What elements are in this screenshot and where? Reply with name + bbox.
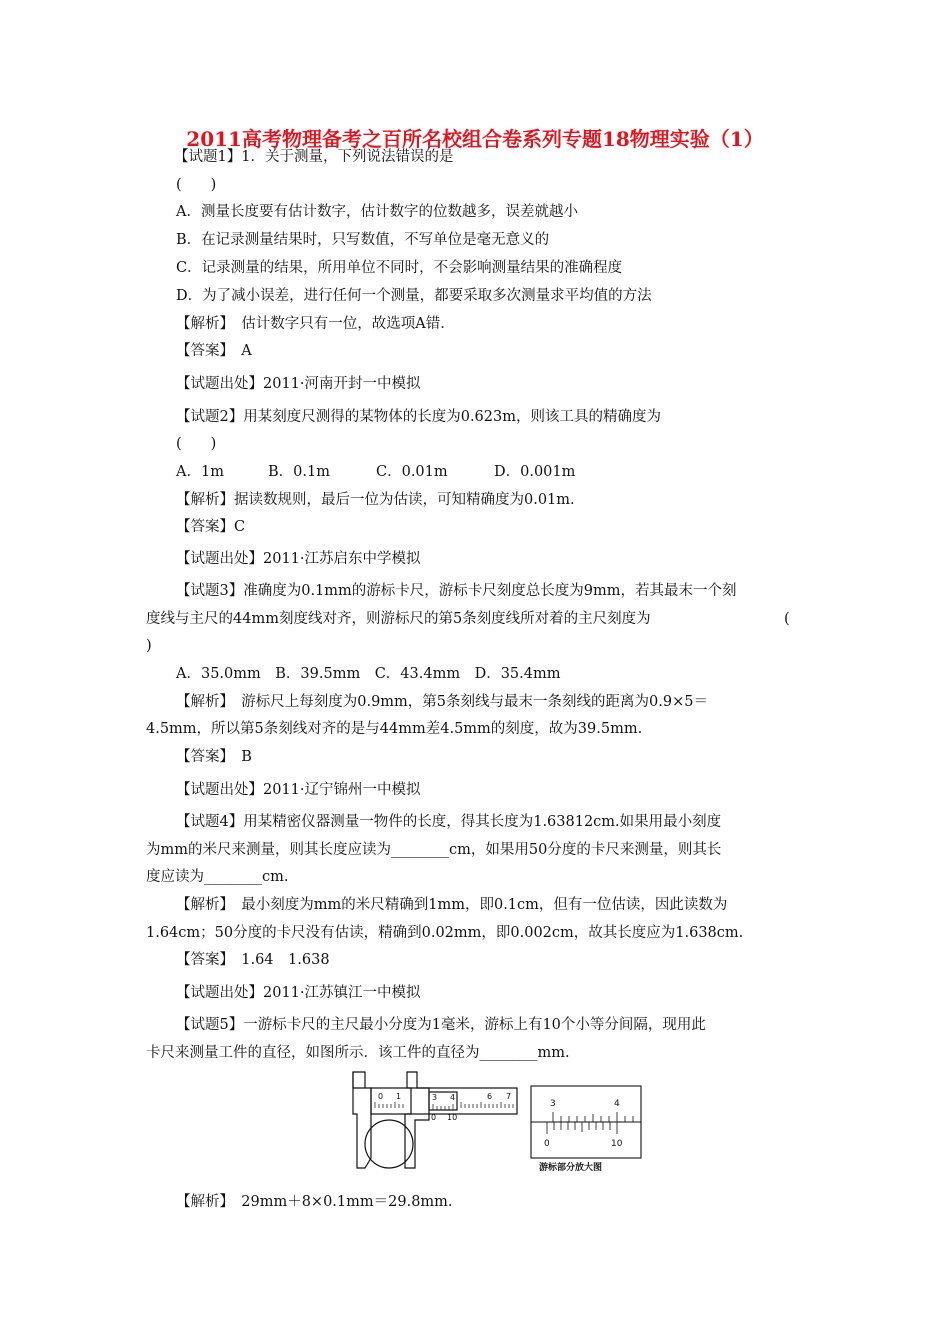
q3-analysis-1: 【解析】 游标尺上每刻度为0.9mm，第5条刻线与最末一条刻线的距离为0.9×5＝ — [176, 694, 708, 710]
zoom-vernier-label-10: 10 — [611, 1139, 623, 1149]
q2-option-c: C．0.01m — [376, 464, 448, 480]
q3-source: 【试题出处】2011·辽宁锦州一中模拟 — [176, 782, 421, 798]
q2-answer: 【答案】C — [176, 519, 246, 535]
vernier-label-10: 10 — [447, 1113, 458, 1122]
caliper-diagram — [335, 1068, 645, 1178]
main-label-1: 1 — [396, 1092, 402, 1101]
zoom-caption: 游标部分放大图 — [539, 1163, 603, 1173]
q4-line-3: 度应读为________cm. — [146, 869, 289, 885]
q3-options: A．35.0mm B．39.5mm C．43.4mm D．35.4mm — [176, 666, 561, 682]
q1-analysis: 【解析】 估计数字只有一位，故选项A错． — [176, 316, 455, 332]
q5-analysis: 【解析】 29mm＋8×0.1mm＝29.8mm. — [176, 1194, 453, 1210]
q1-option-c: C．记录测量的结果，所用单位不同时，不会影响测量结果的准确程度 — [176, 260, 623, 276]
q3-analysis-2: 4.5mm，所以第5条刻线对齐的是与44mm差4.5mm的刻度，故为39.5mm. — [146, 721, 643, 737]
q3-answer: 【答案】 B — [176, 749, 252, 765]
main-label-3: 3 — [432, 1093, 438, 1102]
zoom-vernier-label-0: 0 — [544, 1139, 550, 1149]
zoom-main-label-3: 3 — [550, 1099, 556, 1109]
q3-line-2: 度线与主尺的44mm刻度线对齐，则游标尺的第5条刻度线所对着的主尺刻度为 — [146, 611, 651, 627]
q5-line-2: 卡尺来测量工件的直径，如图所示．该工件的直径为________mm. — [146, 1045, 570, 1061]
q2-option-a: A．1m — [176, 464, 224, 480]
q1-answer: 【答案】 A — [176, 343, 252, 359]
main-label-6: 6 — [487, 1092, 493, 1101]
q4-line-2: 为mm的米尺来测量，则其长度应读为________cm，如果用50分度的卡尺来测量，则其长 — [146, 842, 722, 858]
q3-paren-open: ( — [784, 611, 790, 627]
q2-paren: ( ) — [176, 436, 217, 452]
q4-answer: 【答案】 1.64 1.638 — [176, 952, 330, 968]
q1-option-b: B．在记录测量结果时，只写数值，不写单位是毫无意义的 — [176, 232, 550, 248]
main-label-7: 7 — [506, 1092, 512, 1101]
page-title: 2011高考物理备考之百所名校组合卷系列专题18物理实验（1） — [186, 127, 764, 151]
q2-option-b: B．0.1m — [268, 464, 330, 480]
vernier-caliper-figure — [335, 1068, 645, 1178]
q3-line-1: 【试题3】准确度为0.1mm的游标卡尺，游标卡尺刻度总长度为9mm，若其最末一个刻 — [176, 583, 737, 599]
q5-line-1: 【试题5】一游标卡尺的主尺最小分度为1毫米，游标上有10个小等分间隔，现用此 — [176, 1017, 706, 1033]
q2-source: 【试题出处】2011·江苏启东中学模拟 — [176, 551, 421, 567]
q2-stem: 【试题2】用某刻度尺测得的某物体的长度为0.623m，则该工具的精确度为 — [176, 409, 661, 425]
q4-analysis-1: 【解析】 最小刻度为mm的米尺精确到1mm，即0.1cm，但有一位估读，因此读数为 — [176, 897, 728, 913]
q4-line-1: 【试题4】用某精密仪器测量一物件的长度，得其长度为1.63812cm.如果用最小刻度 — [176, 814, 722, 830]
q4-source: 【试题出处】2011·江苏镇江一中模拟 — [176, 985, 421, 1001]
q1-source: 【试题出处】2011·河南开封一中模拟 — [176, 376, 421, 392]
q1-option-d: D．为了减小误差，进行任何一个测量，都要采取多次测量求平均值的方法 — [176, 288, 652, 304]
main-label-0: 0 — [378, 1092, 384, 1101]
q4-analysis-2: 1.64cm；50分度的卡尺没有估读，精确到0.02mm，即0.002cm，故其长度应为1.638cm. — [146, 925, 744, 941]
zoom-main-label-4: 4 — [614, 1099, 620, 1109]
main-label-4: 4 — [450, 1093, 456, 1102]
q3-paren-close: ) — [146, 638, 152, 654]
vernier-label-0: 0 — [431, 1113, 437, 1122]
q1-stem: 【试题1】1．关于测量，下列说法错误的是 — [174, 149, 454, 165]
q2-option-d: D．0.001m — [494, 464, 576, 480]
q1-paren: ( ) — [176, 177, 217, 193]
q1-option-a: A．测量长度要有估计数字，估计数字的位数越多，误差就越小 — [176, 204, 578, 220]
q2-analysis: 【解析】据读数规则，最后一位为估读，可知精确度为0.01m. — [176, 492, 575, 508]
